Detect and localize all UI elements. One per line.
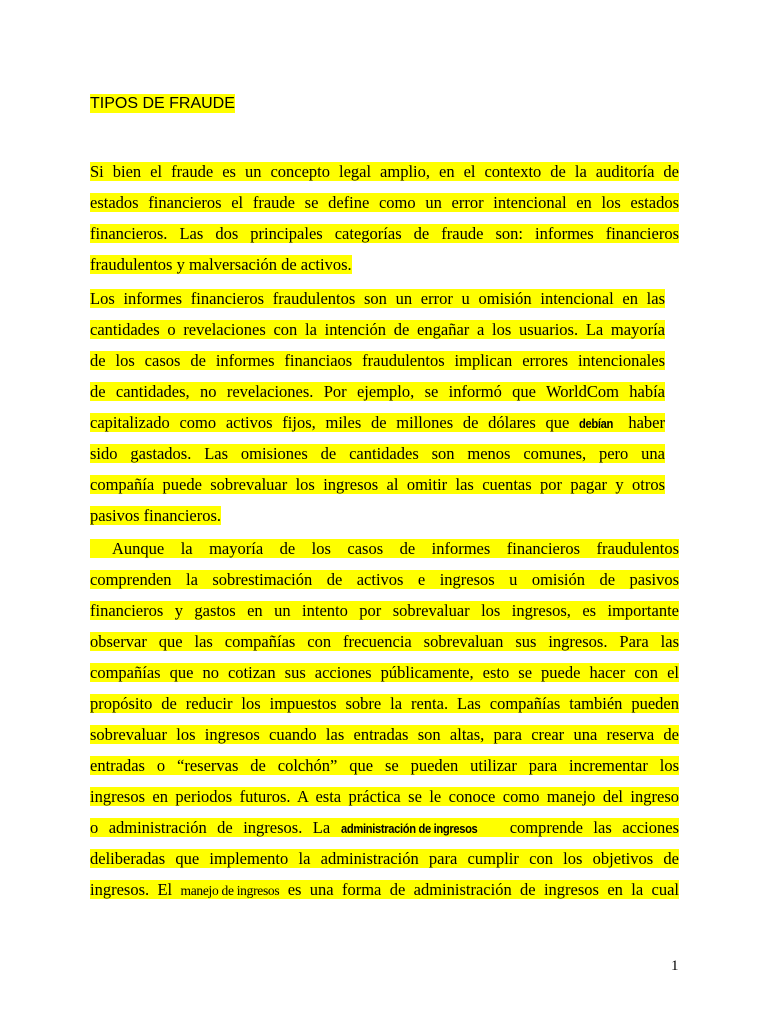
- term-fragment: manejo de ingresos: [180, 883, 280, 898]
- highlighted-text: fraudulentos y malversación de activos.: [90, 255, 352, 274]
- paragraph-3-line: [90, 786, 679, 808]
- paragraph-3-line: [90, 693, 679, 715]
- highlighted-text: Si bien el fraude es un concepto legal amplio, en el contexto de la auditoría de: [90, 162, 679, 181]
- text-fragment: ingresos. El: [90, 880, 173, 899]
- highlighted-text: Los informes financieros fraudulentos son un error u omisión intencional en las: [90, 289, 665, 308]
- highlighted-text: de los casos de informes financiaos fraudulentos implican errores intencionales: [90, 351, 665, 370]
- highlighted-text: sobrevaluar los ingresos cuando las entradas son altas, para crear una reserva de: [90, 725, 679, 744]
- text-fragment: comprende las acciones: [509, 818, 679, 837]
- highlighted-text: pasivos financieros.: [90, 506, 222, 525]
- paragraph-3-line: [90, 817, 679, 840]
- highlighted-text: estados financieros el fraude se define como un error intencional en los estados: [90, 193, 679, 212]
- paragraph-1-line: [90, 223, 679, 245]
- highlighted-text: sido gastados. Las omisiones de cantidades son menos comunes, pero una: [90, 444, 665, 463]
- highlighted-text: de cantidades, no revelaciones. Por ejemplo, se informó que WorldCom había: [90, 382, 665, 401]
- highlighted-text: [90, 413, 665, 432]
- highlighted-text: compañías que no cotizan sus acciones públicamente, esto se puede hacer con el: [90, 663, 679, 682]
- emphasized-term: debían: [579, 416, 614, 431]
- paragraph-3-line: [90, 662, 679, 684]
- paragraph-3-line: [90, 569, 679, 591]
- paragraph-1-line: [90, 254, 679, 276]
- paragraph-1-line: [90, 161, 679, 183]
- paragraph-3-line: [90, 848, 679, 870]
- paragraph-2-line: [90, 381, 665, 403]
- paragraph-3-line: [90, 538, 679, 560]
- paragraph-3-line: [90, 724, 679, 746]
- paragraph-2-line: [90, 443, 665, 465]
- paragraph-3-line: [90, 879, 679, 902]
- highlighted-text: Aunque la mayoría de los casos de informes financieros fraudulentos: [90, 539, 679, 558]
- highlighted-text: deliberadas que implemento la administración para cumplir con los objetivos de: [90, 849, 679, 868]
- highlighted-text: comprenden la sobrestimación de activos e ingresos u omisión de pasivos: [90, 570, 679, 589]
- paragraph-2-line: [90, 474, 665, 496]
- highlighted-text: cantidades o revelaciones con la intención de engañar a los usuarios. La mayoría: [90, 320, 665, 339]
- highlighted-text: entradas o “reservas de colchón” que se pueden utilizar para incrementar los: [90, 756, 679, 775]
- text-fragment: haber: [628, 413, 665, 432]
- page-number: 1: [671, 958, 679, 974]
- paragraph-2-line: [90, 319, 665, 341]
- paragraph-3-line: [90, 755, 679, 777]
- paragraph-2-line: [90, 505, 665, 527]
- paragraph-1-line: [90, 192, 679, 214]
- highlighted-text: financieros y gastos en un intento por sobrevaluar los ingresos, es importante: [90, 601, 679, 620]
- paragraph-3-line: [90, 631, 679, 653]
- highlighted-text: propósito de reducir los impuestos sobre la renta. Las compañías también pueden: [90, 694, 679, 713]
- text-fragment: capitalizado como activos fijos, miles de millones de dólares que: [90, 413, 570, 432]
- text-fragment: o administración de ingresos. La: [90, 818, 331, 837]
- highlighted-text: [90, 880, 679, 899]
- paragraph-3-line: [90, 600, 679, 622]
- emphasized-term: administración de ingresos: [340, 821, 478, 836]
- text-fragment: es una forma de administración de ingresos en la cual: [287, 880, 679, 899]
- paragraph-2-line: [90, 288, 665, 310]
- document-heading: TIPOS DE FRAUDE: [90, 95, 235, 112]
- highlighted-text: ingresos en periodos futuros. A esta práctica se le conoce como manejo del ingreso: [90, 787, 679, 806]
- paragraph-2-line: [90, 412, 665, 435]
- paragraph-2-line: [90, 350, 665, 372]
- highlighted-text: [90, 818, 679, 837]
- highlighted-text: compañía puede sobrevaluar los ingresos al omitir las cuentas por pagar y otros: [90, 475, 665, 494]
- highlighted-text: observar que las compañías con frecuencia sobrevaluan sus ingresos. Para las: [90, 632, 679, 651]
- highlighted-text: financieros. Las dos principales categorías de fraude son: informes financieros: [90, 224, 679, 243]
